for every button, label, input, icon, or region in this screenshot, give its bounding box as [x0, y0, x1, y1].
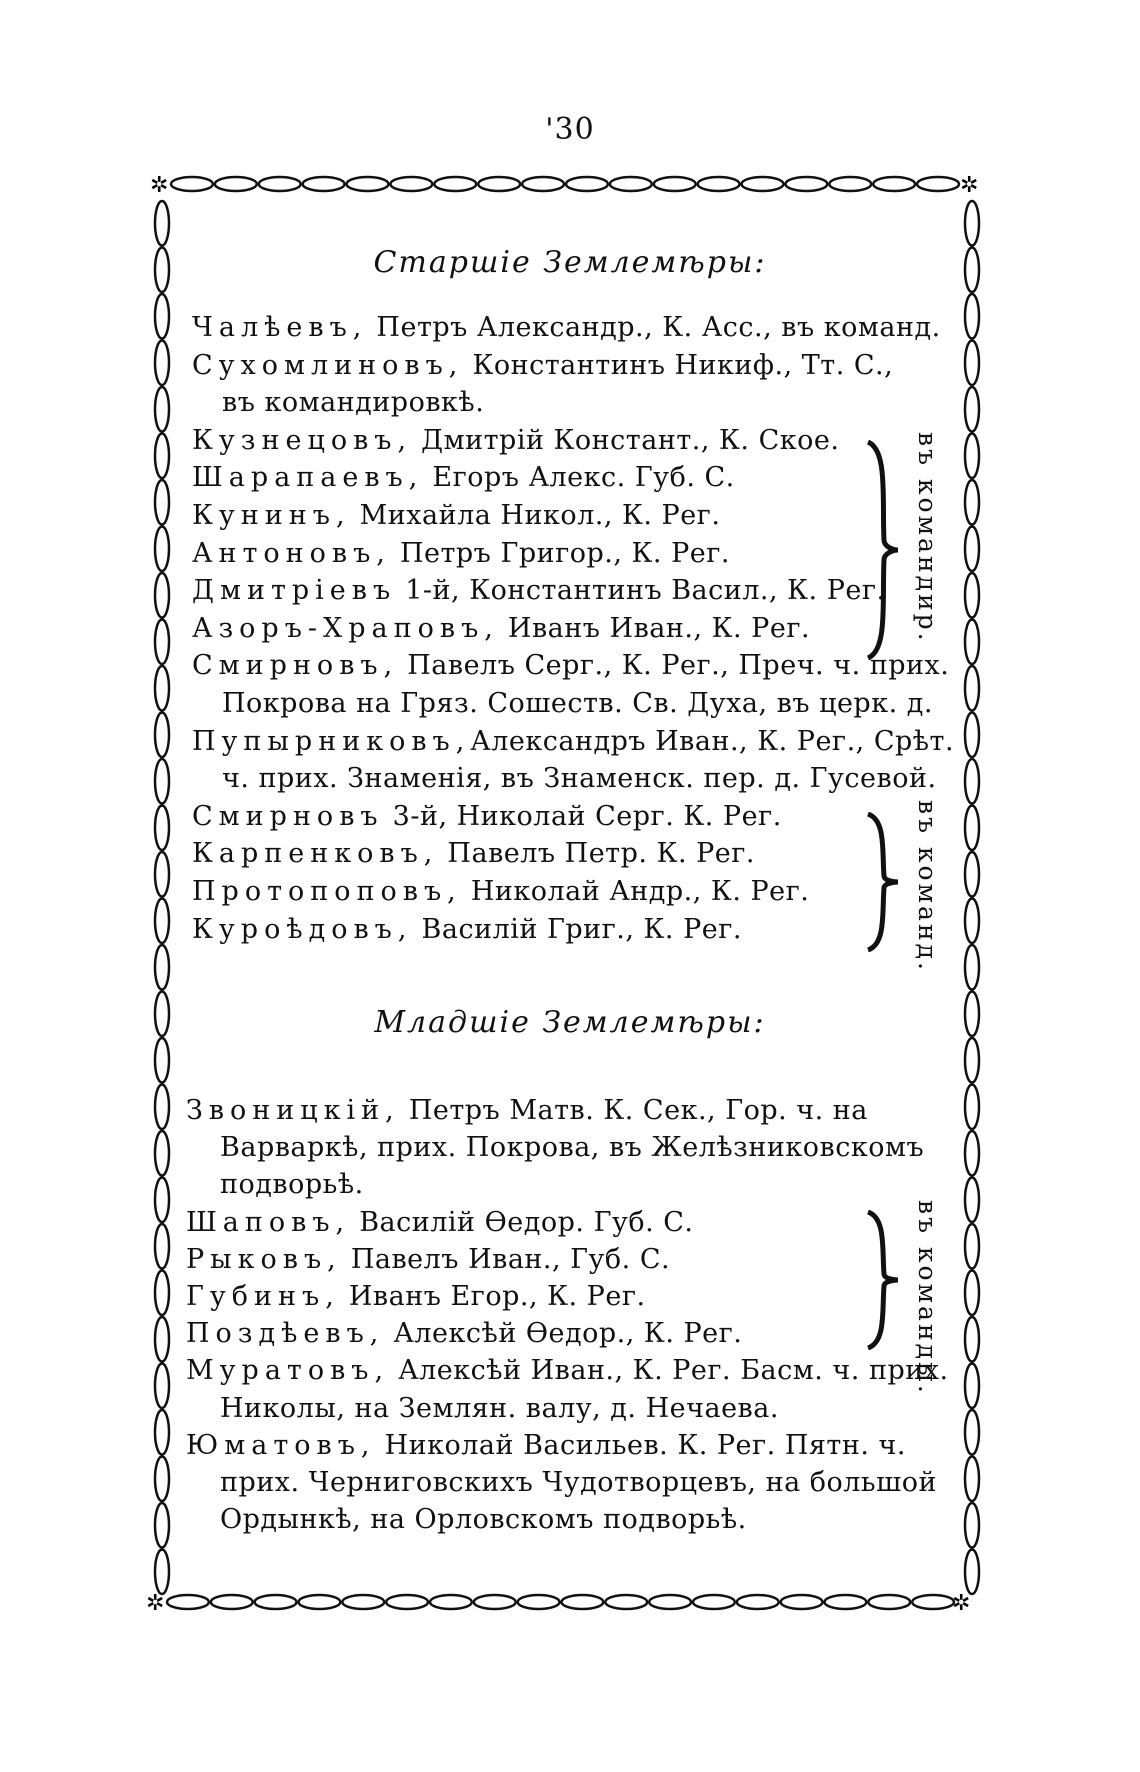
- entry-surname: Карпенковъ,: [192, 838, 439, 870]
- border-link: [965, 1271, 979, 1316]
- border-link: [737, 1595, 779, 1609]
- corner-asterisk-tr: ✲: [960, 173, 979, 198]
- entry-details: Петръ Александр., К. Асс., въ команд.: [367, 312, 941, 343]
- border-link: [965, 480, 979, 525]
- border-link: [155, 480, 169, 525]
- border-link: [965, 1550, 979, 1595]
- border-left: [155, 201, 169, 1594]
- curly-brace-2: [862, 812, 902, 952]
- border-link: [303, 177, 345, 191]
- border-link: [155, 1178, 169, 1223]
- border-link: [965, 945, 979, 990]
- border-link: [342, 1595, 384, 1609]
- border-link: [155, 899, 169, 944]
- entry-surname: Сухомлиновъ,: [192, 349, 464, 381]
- border-link: [610, 177, 652, 191]
- border-link: [742, 177, 784, 191]
- entry-details: Дмитрій Констант., К. Ское.: [412, 424, 840, 456]
- entry-continuation: Варваркѣ, прих. Покрова, въ Желѣзниковскомъ: [220, 1132, 925, 1164]
- entry-surname: Кузнецовъ,: [192, 424, 413, 456]
- curly-brace-3: [862, 1210, 902, 1350]
- border-link: [155, 294, 169, 339]
- border-link: [965, 1038, 979, 1083]
- border-link: [430, 1595, 472, 1609]
- border-link: [912, 1595, 954, 1609]
- entry-line: [186, 1318, 742, 1349]
- entry-details: Иванъ Егор., К. Рег.: [339, 1281, 646, 1312]
- border-link: [965, 713, 979, 758]
- border-link: [965, 806, 979, 851]
- border-link: [965, 573, 979, 618]
- border-link: [965, 387, 979, 432]
- entry-continuation: ч. прих. Знаменія, въ Знаменск. пер. д. Гусевой.: [222, 763, 937, 795]
- border-link: [155, 1457, 169, 1502]
- border-link: [873, 177, 915, 191]
- entry-details: Константинъ Никиф., Тт. С.,: [463, 349, 894, 381]
- border-link: [155, 852, 169, 897]
- entry-line: [192, 462, 735, 493]
- entry-continuation: Покрова на Гряз. Сошеств. Св. Духа, въ церк. д.: [222, 688, 933, 719]
- entry-line: [192, 350, 893, 381]
- entry-details: 3-й, Николай Серг. К. Рег.: [383, 800, 782, 832]
- border-link: [215, 177, 257, 191]
- border-link: [965, 527, 979, 572]
- border-link: [965, 1178, 979, 1223]
- entry-details: Петръ Григор., К. Рег.: [390, 537, 730, 569]
- entry-line: [186, 1430, 906, 1461]
- entry-details: Михайла Никол., К. Рег.: [350, 500, 721, 531]
- entry-surname: Шарапаевъ,: [192, 462, 424, 494]
- border-link: [299, 1595, 341, 1609]
- border-link: [386, 1595, 428, 1609]
- entry-details: Василій Григ., К. Рег.: [412, 913, 742, 945]
- entry-continuation: прих. Черниговскихъ Чудотворцевъ, на большой: [220, 1467, 937, 1498]
- entry-details: Алексѣй Ѳедор., К. Рег.: [384, 1318, 743, 1350]
- entry-surname: Антоновъ,: [192, 537, 391, 569]
- border-link: [965, 201, 979, 246]
- corner-asterisk-bl: ✲: [146, 1591, 165, 1616]
- border-link: [965, 666, 979, 711]
- entry-line: [192, 876, 809, 907]
- entry-details: Алексѣй Иван., К. Рег. Басм. ч. прих.: [389, 1355, 949, 1387]
- entry-line: [186, 1355, 949, 1386]
- entry-line: [192, 538, 730, 569]
- border-link: [829, 177, 871, 191]
- entry-line: [192, 650, 949, 681]
- side-label-command-1: въ командир.: [913, 432, 942, 644]
- border-link: [155, 1317, 169, 1362]
- entry-line: [192, 914, 742, 945]
- border-link: [155, 1271, 169, 1316]
- border-link: [518, 1595, 560, 1609]
- entry-details: Павелъ Иван., Губ. С.: [341, 1243, 671, 1275]
- entry-surname: Звоницкій,: [186, 1095, 400, 1126]
- entry-details: Егоръ Алекс. Губ. С.: [423, 462, 735, 494]
- border-link: [171, 177, 213, 191]
- border-link: [965, 759, 979, 804]
- entry-continuation: Ордынкѣ, на Орловскомъ подворьѣ.: [220, 1504, 747, 1536]
- entry-surname: Муратовъ,: [186, 1355, 390, 1387]
- page-number: '30: [545, 112, 595, 147]
- entry-surname: Кунинъ,: [192, 500, 351, 531]
- border-link: [965, 1457, 979, 1502]
- curly-brace-1: [862, 440, 902, 660]
- border-link: [698, 177, 740, 191]
- border-link: [965, 1503, 979, 1548]
- entry-line: [192, 425, 839, 456]
- border-link: [965, 294, 979, 339]
- border-link: [965, 620, 979, 665]
- border-link: [825, 1595, 867, 1609]
- border-link: [965, 899, 979, 944]
- entry-line: [192, 726, 954, 757]
- border-link: [155, 1085, 169, 1130]
- border-link: [155, 666, 169, 711]
- border-link: [693, 1595, 735, 1609]
- border-link: [566, 177, 608, 191]
- entry-continuation: подворьѣ.: [220, 1169, 364, 1201]
- border-link: [965, 852, 979, 897]
- border-link: [155, 1410, 169, 1455]
- entry-line: [186, 1281, 646, 1312]
- border-link: [522, 177, 564, 191]
- entry-surname: Куроѣдовъ,: [192, 913, 413, 945]
- border-link: [155, 341, 169, 386]
- entry-line: [192, 312, 941, 343]
- border-link: [347, 177, 389, 191]
- entry-line: [192, 801, 782, 832]
- entry-surname: Шаповъ,: [186, 1206, 351, 1238]
- side-label-command-3: въ команды.: [913, 1200, 942, 1396]
- border-link: [965, 1131, 979, 1176]
- border-link: [781, 1595, 823, 1609]
- border-link: [965, 1364, 979, 1409]
- border-right: [965, 201, 979, 1594]
- border-link: [478, 177, 520, 191]
- border-link: [390, 177, 432, 191]
- border-bottom: [167, 1595, 954, 1609]
- border-link: [155, 806, 169, 851]
- entry-line: [192, 575, 886, 606]
- border-link: [965, 341, 979, 386]
- border-link: [155, 527, 169, 572]
- border-link: [654, 177, 696, 191]
- border-link: [434, 177, 476, 191]
- border-link: [965, 1410, 979, 1455]
- entry-line: [192, 500, 720, 531]
- border-link: [965, 1317, 979, 1362]
- border-link: [965, 1224, 979, 1269]
- border-link: [155, 434, 169, 479]
- senior-surveyors-heading: Старшіе Землемѣры:: [373, 245, 767, 280]
- border-link: [155, 201, 169, 246]
- border-link: [155, 620, 169, 665]
- entry-details: Александръ Иван., К. Рег., Срѣт.: [470, 725, 955, 757]
- entry-line: [186, 1095, 868, 1126]
- border-link: [649, 1595, 691, 1609]
- entry-details: 1-й, Константинъ Васил., К. Рег.: [396, 575, 886, 607]
- entry-surname: Пупырниковъ,: [192, 725, 471, 757]
- entry-details: Николай Андр., К. Рег.: [461, 876, 810, 907]
- corner-asterisk-br: ✲: [952, 1591, 971, 1616]
- entry-surname: Дмитріевъ: [192, 575, 397, 607]
- border-link: [155, 759, 169, 804]
- border-link: [155, 1550, 169, 1595]
- entry-details: Павелъ Серг., К. Рег., Преч. ч. прих.: [398, 650, 950, 682]
- entry-continuation: Николы, на Землян. валу, д. Нечаева.: [220, 1392, 779, 1424]
- border-link: [259, 177, 301, 191]
- border-link: [917, 177, 959, 191]
- border-link: [155, 713, 169, 758]
- entry-details: Павелъ Петр. К. Рег.: [438, 838, 756, 870]
- border-link: [155, 1224, 169, 1269]
- border-link: [255, 1595, 297, 1609]
- border-link: [155, 1131, 169, 1176]
- entry-surname: Протопоповъ,: [192, 876, 462, 907]
- entry-surname: Смирновъ: [192, 800, 384, 832]
- entry-details: Петръ Матв. К. Сек., Гор. ч. на: [399, 1095, 868, 1126]
- border-link: [155, 387, 169, 432]
- border-link: [562, 1595, 604, 1609]
- entry-details: Николай Васильев. К. Рег. Пятн. ч.: [375, 1429, 906, 1461]
- entry-surname: Рыковъ,: [186, 1243, 342, 1275]
- entry-surname: Губинъ,: [186, 1281, 340, 1312]
- border-link: [965, 1085, 979, 1130]
- border-link: [155, 1038, 169, 1083]
- entry-surname: Поздѣевъ,: [186, 1318, 385, 1350]
- border-link: [155, 1364, 169, 1409]
- border-link: [155, 1503, 169, 1548]
- entry-details: Иванъ Иван., К. Рег.: [498, 612, 811, 644]
- entry-details: Василій Ѳедор. Губ. С.: [350, 1206, 694, 1238]
- border-link: [211, 1595, 253, 1609]
- border-link: [785, 177, 827, 191]
- entry-surname: Юматовъ,: [186, 1429, 376, 1461]
- entry-line: [192, 613, 810, 644]
- side-label-command-2: въ команд.: [913, 800, 942, 973]
- entry-line: [192, 838, 755, 869]
- border-link: [167, 1595, 209, 1609]
- border-top: [171, 177, 959, 191]
- junior-surveyors-heading: Младшіе Землемѣры:: [374, 1005, 766, 1040]
- border-link: [155, 573, 169, 618]
- border-link: [155, 945, 169, 990]
- corner-asterisk-tl: ✲: [150, 173, 169, 198]
- border-link: [474, 1595, 516, 1609]
- border-link: [605, 1595, 647, 1609]
- entry-line: [186, 1207, 694, 1238]
- entry-surname: Чалѣевъ,: [192, 312, 368, 343]
- border-link: [965, 434, 979, 479]
- border-link: [868, 1595, 910, 1609]
- entry-surname: Смирновъ,: [192, 650, 399, 682]
- entry-line: [186, 1244, 670, 1275]
- entry-surname: Азоръ-Храповъ,: [192, 612, 499, 644]
- entry-continuation: въ командировкѣ.: [222, 387, 485, 419]
